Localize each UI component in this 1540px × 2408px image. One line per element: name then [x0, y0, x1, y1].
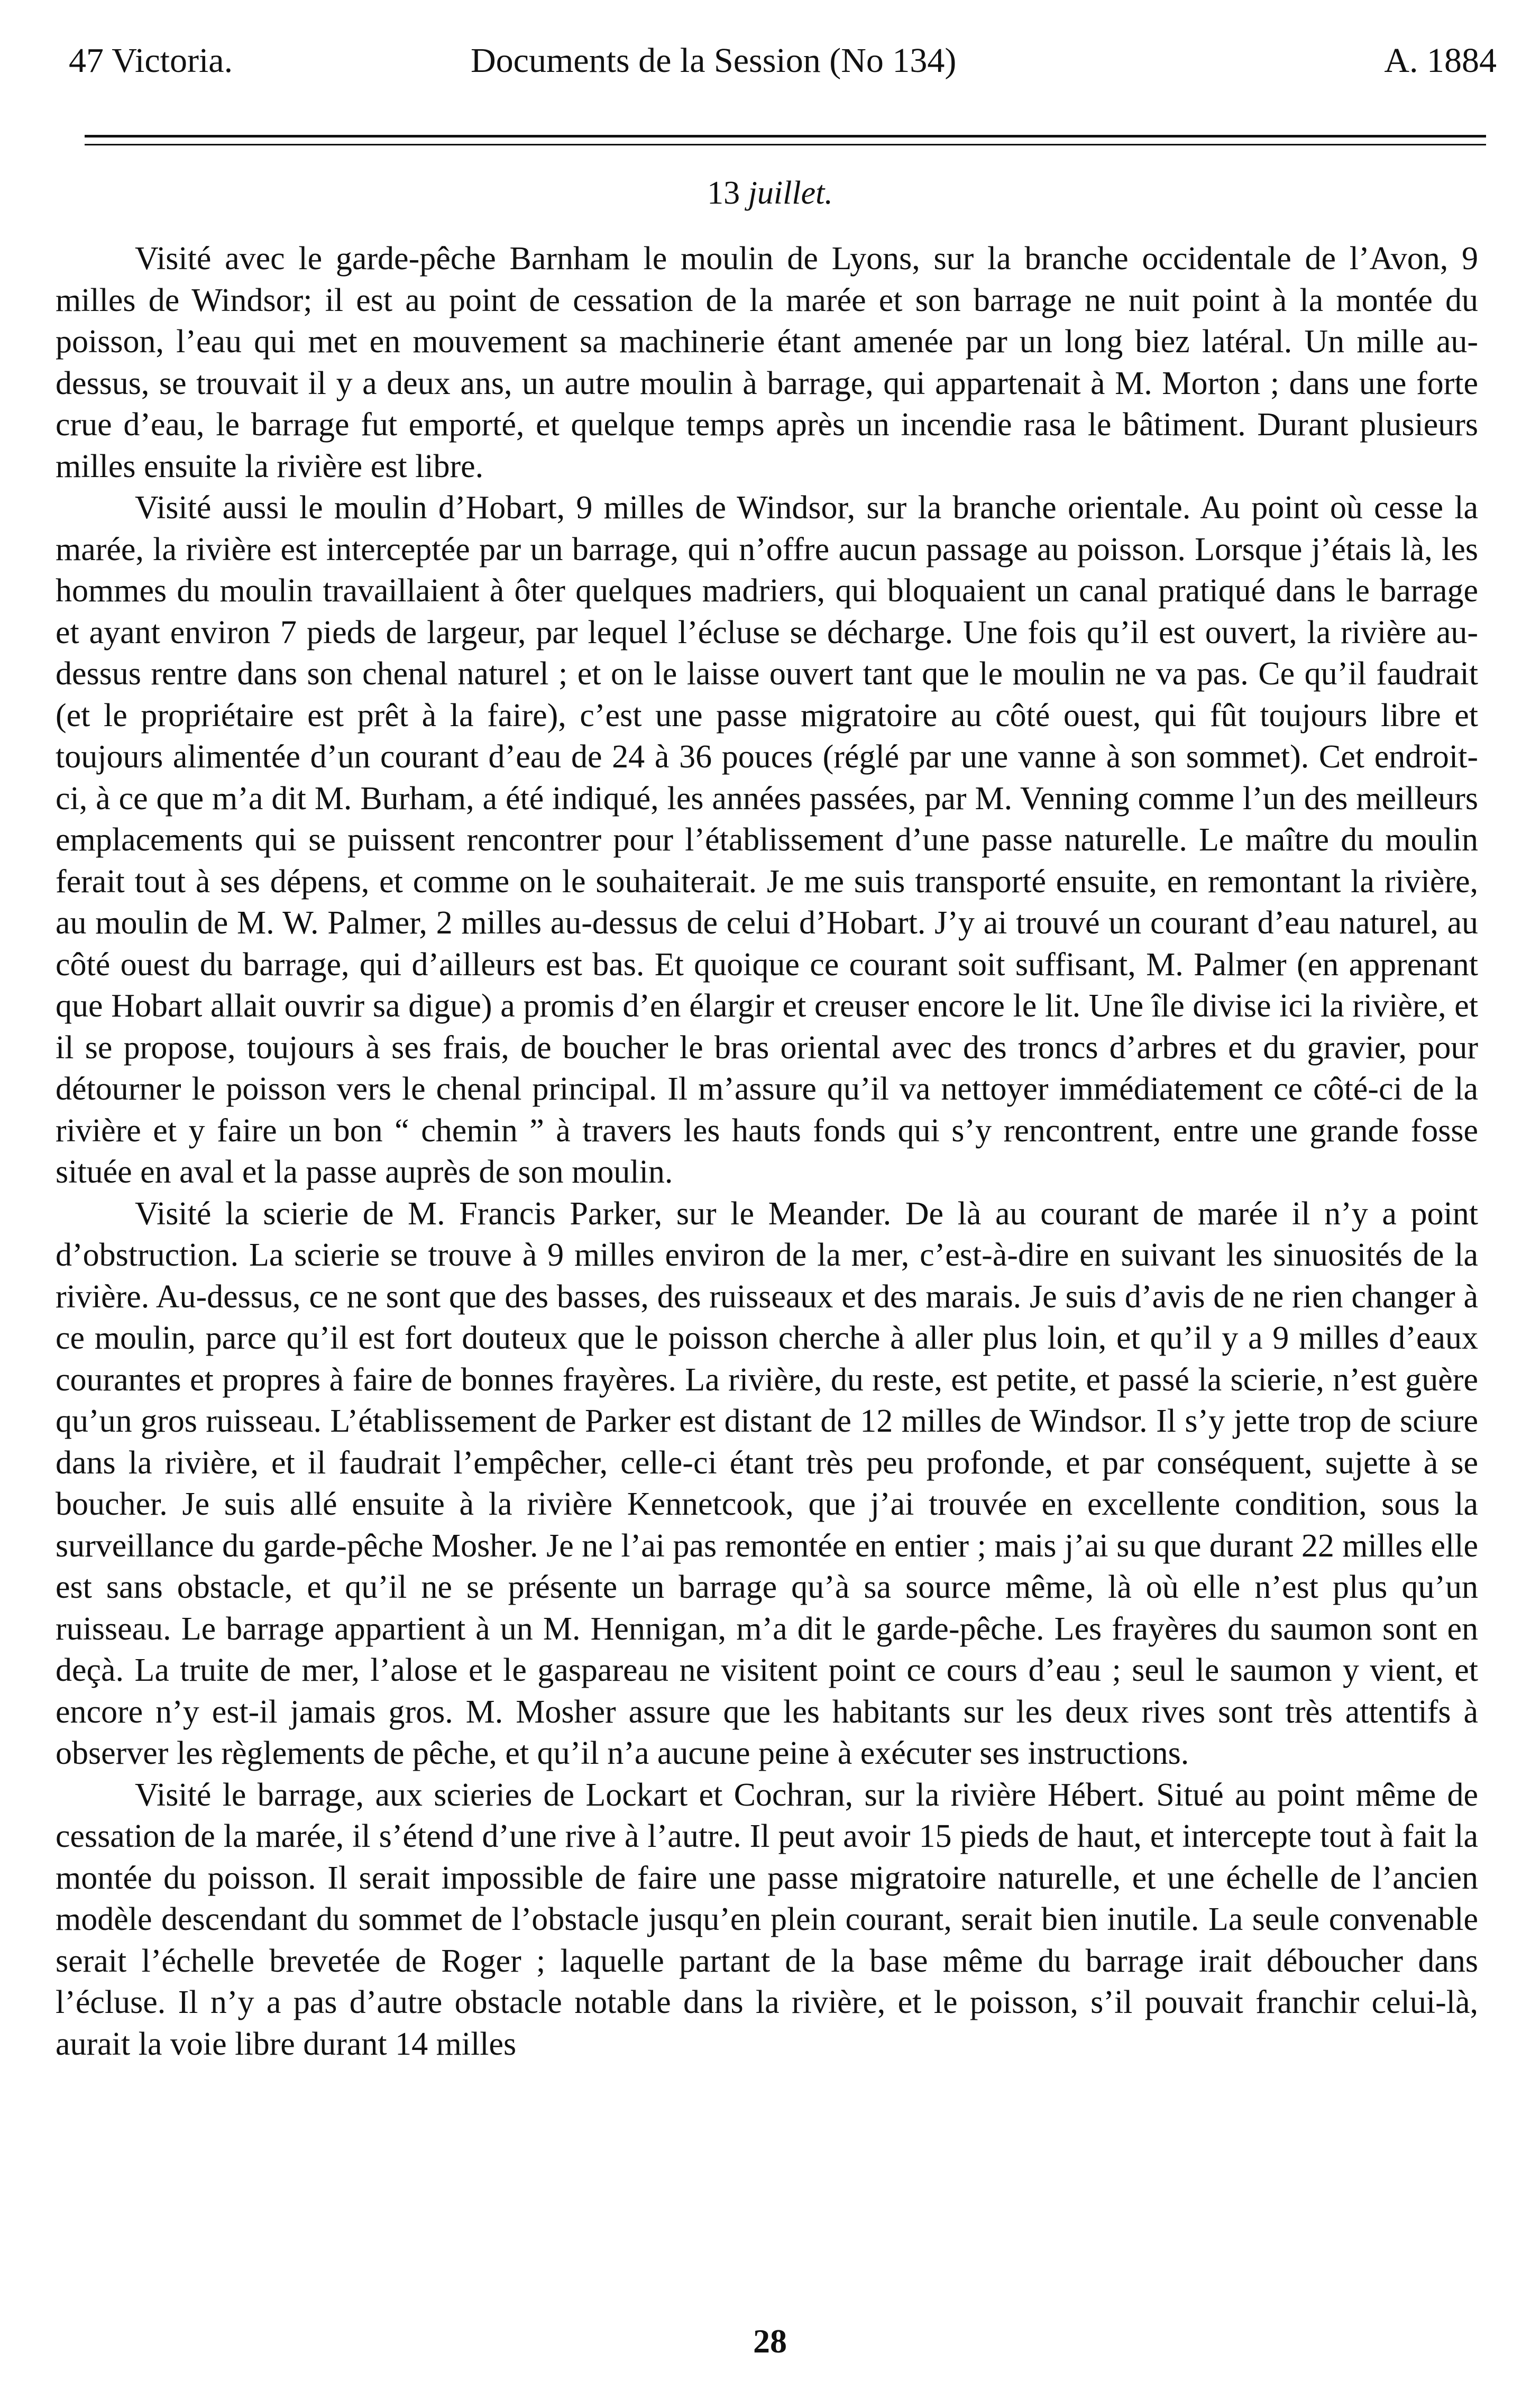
paragraph: Visité la scierie de M. Francis Parker, sur le Meander. De là au courant de marée il n’y a point d’obstruction. La scierie se trouve à 9 milles environ de la mer, c’est-à-dire en suivant les sinuosités de la rivière. Au-dessus, ce ne sont que des basses, des ruisseaux et des marais. Je suis d’avis de ne rien changer à ce moulin, parce qu’il est fort douteux que le poisson cherche à aller plus loin, et qu’il y a 9 milles d’eaux courantes et propres à faire de bonnes frayères. La rivière, du reste, est petite, et passé la scierie, n’est guère qu’un gros ruisseau. L’établissement de Parker est distant de 12 milles de Windsor. Il s’y jette trop de sciure dans la rivière, et il faudrait l’empêcher, celle-ci étant très peu profonde, et par conséquent, sujette à se boucher. Je suis allé ensuite à la rivière Kennetcook, que j’ai trouvée en excellente condition, sous la surveillance du garde-pêche Mosher. Je ne l’ai pas remontée en entier ; mais j’ai su que durant 22 milles elle est sans obstacle, et qu’il ne se présente un barrage qu’à sa source même, là où elle n’est plus qu’un ruisseau. Le barrage appartient à un M. Hennigan, m’a dit le garde-pêche. Les frayères du saumon sont en deçà. La truite de mer, l’alose et le gaspareau ne visitent point ce cours d’eau ; seul le saumon y vient, et encore n’y est-il jamais gros. M. Mosher assure que les habitants sur les deux rives sont très attentifs à observer les règlements de pêche, et qu’il n’a aucune peine à exécuter ses instructions.	[56, 1195, 1478, 1771]
header-year: A. 1884	[1384, 41, 1497, 80]
header-title: Documents de la Session (No 134)	[471, 41, 957, 80]
entry-date-month: juillet.	[748, 175, 833, 211]
header-rule-thin	[85, 144, 1486, 145]
entry-date	[0, 175, 1540, 212]
running-header	[69, 21, 1497, 100]
entry-date-day: 13	[707, 175, 740, 211]
body-text	[56, 238, 1478, 2065]
paragraph: Visité aussi le moulin d’Hobart, 9 milles de Windsor, sur la branche orientale. Au point où cesse la marée, la rivière est interceptée par un barrage, qui n’offre aucun passage au poisson. Lorsque j’étais là, les hommes du moulin travaillaient à ôter quelques madriers, qui bloquaient un canal pratiqué dans le barrage et ayant environ 7 pieds de largeur, par lequel l’écluse se décharge. Une fois qu’il est ouvert, la rivière au-dessus rentre dans son chenal naturel ; et on le laisse ouvert tant que le moulin ne va pas. Ce qu’il faudrait (et le propriétaire est prêt à la faire), c’est une passe migratoire au côté ouest, qui fût toujours libre et toujours alimentée d’un courant d’eau de 24 à 36 pouces (réglé par une vanne à son sommet). Cet endroit-ci, à ce que m’a dit M. Burham, a été indiqué, les années passées, par M. Venning comme l’un des meilleurs emplacements qui se puissent rencontrer pour l’établissement d’une passe naturelle. Le maître du moulin ferait tout à ses dépens, et comme on le souhaiterait. Je me suis transporté ensuite, en remontant la rivière, au moulin de M. W. Palmer, 2 milles au-dessus de celui d’Hobart. J’y ai trouvé un courant d’eau naturel, au côté ouest du barrage, qui d’ailleurs est bas. Et quoique ce courant soit suffisant, M. Palmer (en apprenant que Hobart allait ouvrir sa digue) a promis d’en élargir et creuser encore le lit. Une île divise ici la rivière, et il se propose, toujours à ses frais, de boucher le bras oriental avec des troncs d’arbres et du gravier, pour détourner le poisson vers le chenal principal. Il m’assure qu’il va nettoyer immédiatement ce côté-ci de la rivière et y faire un bon “ chemin ” à travers les hauts fonds qui s’y rencontrent, entre une grande fosse située en aval et la passe auprès de son moulin.	[56, 490, 1478, 1190]
header-rule-thick	[85, 135, 1486, 138]
header-volume: 47 Victoria.	[69, 41, 233, 80]
paragraph: Visité avec le garde-pêche Barnham le moulin de Lyons, sur la branche occidentale de l’Avon, 9 milles de Windsor; il est au point de cessation de la marée et son barrage ne nuit point à la montée du poisson, l’eau qui met en mouvement sa machinerie étant amenée par un long biez latéral. Un mille au-dessus, se trouvait il y a deux ans, un autre moulin à barrage, qui appartenait à M. Morton ; dans une forte crue d’eau, le barrage fut emporté, et quelque temps après un incendie rasa le bâtiment. Durant plusieurs milles ensuite la rivière est libre.	[56, 241, 1478, 484]
page-number: 28	[753, 2322, 787, 2360]
paragraph: Visité le barrage, aux scieries de Lockart et Cochran, sur la rivière Hébert. Situé au point même de cessation de la marée, il s’étend d’une rive à l’autre. Il peut avoir 15 pieds de haut, et intercepte tout à fait la montée du poisson. Il serait impossible de faire une passe migratoire naturelle, et une échelle de l’ancien modèle descendant du sommet de l’obstacle jusqu’en plein courant, serait bien inutile. La seule convenable serait l’échelle brevetée de Roger ; laquelle partant de la base même du barrage irait déboucher dans l’écluse. Il n’y a pas d’autre obstacle notable dans la rivière, et le poisson, s’il pouvait franchir celui-là, aurait la voie libre durant 14 milles	[56, 1777, 1478, 2062]
